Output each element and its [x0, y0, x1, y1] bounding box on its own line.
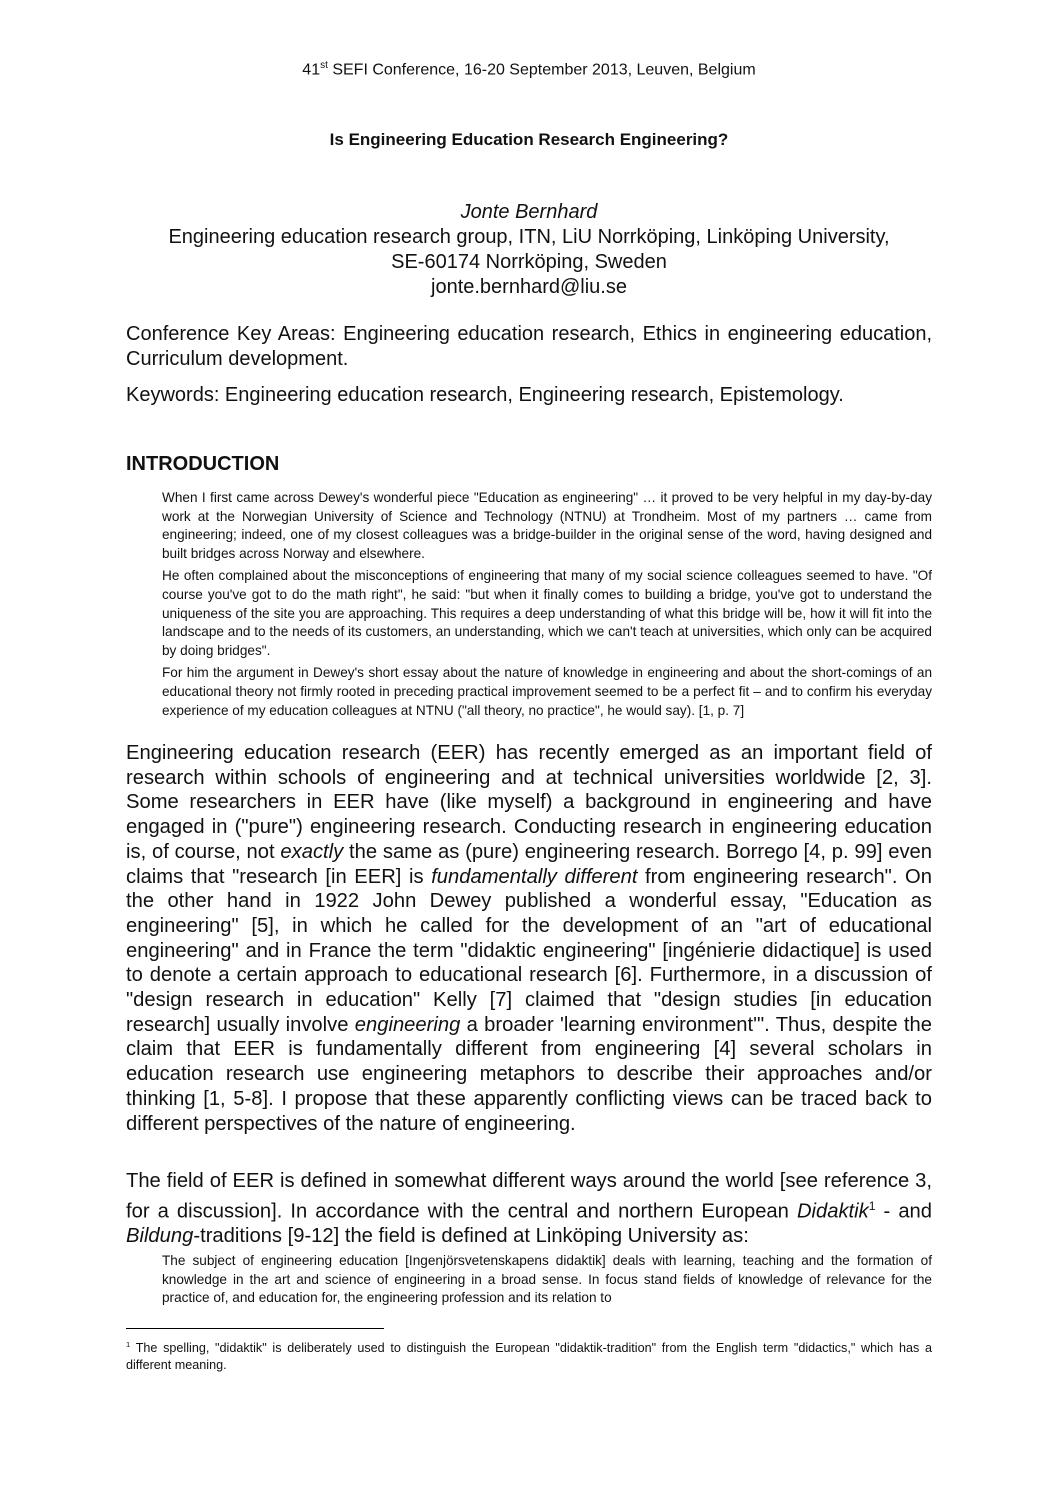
- author-affiliation-line1: Engineering education research group, ITN, LiU Norrköping, Linköping University,: [168, 226, 890, 248]
- author-email: jonte.bernhard@liu.se: [431, 276, 627, 298]
- author-name: Jonte Bernhard: [460, 201, 598, 223]
- footnote-divider: [126, 1328, 384, 1329]
- author-affiliation-line2: SE-60174 Norrköping, Sweden: [391, 251, 667, 273]
- footnote-text: The spelling, "didaktik" is deliberately used to distinguish the European "didaktik-tradition" from the English term "didactics," which has a different meaning.: [126, 1341, 932, 1373]
- quote-paragraph: He often complained about the misconceptions of engineering that many of my social science colleagues seemed to have. "Of course you've got to do the math right", he said: "but when it finally comes to building a bridge, you've got to understand the uniqueness of the site you are approaching. This requires a deep understanding of what this bridge will be, how it will fit into the landscape and to the needs of its customers, an understanding, which we can't teach at universities, which only can be acquired by doing bridges".: [162, 568, 932, 658]
- body-paragraph-1: Engineering education research (EER) has recently emerged as an important field of research within schools of engineering and at technical universities worldwide [2, 3]. Some researchers in EER have (like myself) a background in engineering and have engaged in ("pure") engineering research. Conducting research in engineering education is, of course, not exactly the same as (pure) engineering research. Borrego [4, p. 99] even claims that "research [in EER] is fundamentally different from engineering research". On the other hand in 1922 John Dewey published a wonderful essay, "Education as engineering" [5], in which he called for the development of an "art of educational engineering" and in France the term "didaktic engineering" [ingénierie didactique] is used to denote a certain approach to educational research [6]. Furthermore, in a discussion of "design research in education" Kelly [7] claimed that "design studies [in education research] usually involve engineering a broader 'learning environment'". Thus, despite the claim that EER is fundamentally different from engineering [4] several scholars in education research use engineering metaphors to describe their approaches and/or thinking [1, 5-8]. I propose that these apparently conflicting views can be traced back to different perspectives of the nature of engineering.: [126, 742, 932, 1135]
- keywords: Keywords: Engineering education research, Engineering research, Epistemology.: [126, 384, 844, 406]
- body-paragraph-2: The field of EER is defined in somewhat different ways around the world [see reference 3, for a discussion]. In accordance with the central and northern European Didaktik$^1$ - and Bildung-traditions [9-12] the field is defined at Linköping University as:: [126, 1170, 932, 1248]
- quote-paragraph: The subject of engineering education [Ingenjörsvetenskapens didaktik] deals with learning, teaching and the formation of knowledge in the art and science of engineering in a broad sense. In focus stand fields of knowledge of relevance for the practice of, and education for, the engineering profession and its relation to: [162, 1253, 932, 1306]
- quote-paragraph: When I first came across Dewey's wonderful piece "Education as engineering" … it proved to be very helpful in my day-by-day work at the Norwegian University of Science and Technology (NTNU) at Trondheim. Most of my partners … came from engineering; indeed, one of my closest colleagues was a bridge-builder in the original sense of the word, having designed and built bridges across Norway and elsewhere.: [162, 490, 932, 561]
- footnote-reference: 1: [868, 1198, 876, 1213]
- block-quote-definition: [162, 1252, 932, 1312]
- footnote: [126, 1336, 932, 1374]
- conference-header: [0, 60, 1058, 79]
- author-block: [0, 200, 1058, 300]
- conference-ordinal: st: [320, 60, 328, 71]
- paper-title: Is Engineering Education Research Engineering?: [329, 130, 729, 149]
- conference-details: SEFI Conference, 16-20 September 2013, Leuven, Belgium: [327, 61, 756, 79]
- conference-key-areas: Conference Key Areas: Engineering education research, Ethics in engineering education, Curriculum development.: [126, 323, 932, 370]
- footnote-marker: 1: [126, 1340, 131, 1349]
- quote-paragraph: For him the argument in Dewey's short essay about the nature of knowledge in engineering and about the short-comings of an educational theory not firmly rooted in preceding practical improvement seemed to be a perfect fit – and to confirm his everyday experience of my education colleagues at NTNU ("all theory, no practice", he would say). [1, p. 7]: [162, 665, 932, 718]
- block-quote-dewey: [162, 489, 932, 724]
- section-heading-introduction: INTRODUCTION: [126, 453, 280, 475]
- conference-number: 41: [302, 61, 321, 79]
